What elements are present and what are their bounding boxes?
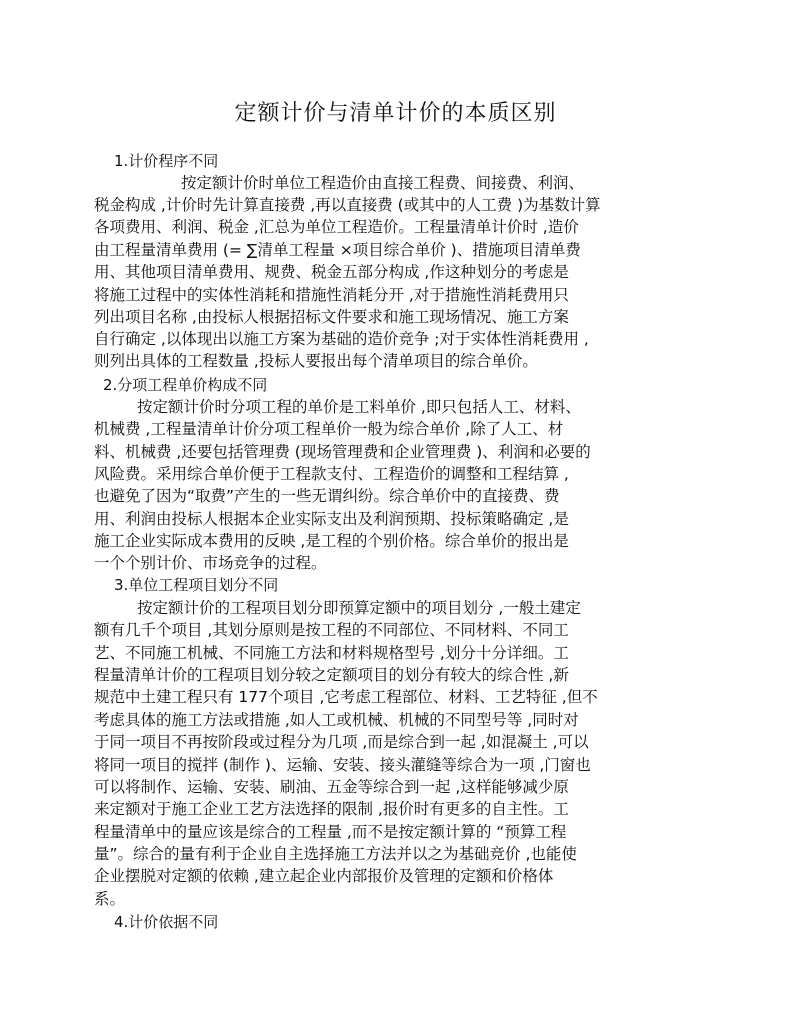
section-3-line-11: 程量清单中的量应该是综合的工程量 ,而不是按定额计算的 “预算工程 bbox=[94, 823, 567, 841]
section-2-line-1: 按定额计价时分项工程的单价是工料单价 ,即只包括人工、材料、 bbox=[137, 398, 581, 416]
section-2-heading: 2.分项工程单价构成不同 bbox=[103, 376, 268, 394]
section-1-line-5: 用、其他项目清单费用、规费、税金五部分构成 ,作这种划分的考虑是 bbox=[94, 263, 569, 281]
section-3-line-7: 于同一项目不再按阶段或过程分为几项 ,而是综合到一起 ,如混凝土 ,可以 bbox=[94, 733, 589, 751]
page-title: 定额计价与清单计价的本质区别 bbox=[234, 101, 557, 126]
section-2-line-4: 风险费。采用综合单价便于工程款支付、工程造价的调整和工程结算 , bbox=[94, 465, 569, 483]
section-3-heading: 3.单位工程项目划分不同 bbox=[114, 576, 279, 594]
section-2-line-2: 机械费 ,工程量清单计价分项工程单价一般为综合单价 ,除了人工、材 bbox=[94, 420, 564, 438]
section-1-line-7: 列出项目名称 ,由投标人根据招标文件要求和施工现场情况、施工方案 bbox=[94, 308, 569, 326]
section-3-line-9: 可以将制作、运输、安装、刷油、五金等综合到一起 ,这样能够减少原 bbox=[94, 778, 569, 796]
section-1-line-3: 各项费用、利润、税金 ,汇总为单位工程造价。工程量清单计价时 ,造价 bbox=[94, 218, 579, 236]
section-1-line-8: 自行确定 ,以体现出以施工方案为基础的造价竞争 ;对于实体性消耗费用 , bbox=[94, 330, 589, 348]
section-1-line-2: 税金构成 ,计价时先计算直接费 ,再以直接费 (或其中的人工费 )为基数计算 bbox=[94, 196, 601, 214]
section-3-line-3: 艺、不同施工机械、不同施工方法和材料规格型号 ,划分十分详细。工 bbox=[94, 644, 569, 662]
section-3-line-13: 企业摆脱对定额的依赖 ,建立起企业内部报价及管理的定额和价格体 bbox=[94, 867, 554, 885]
section-2-line-3: 料、机械费 ,还要包括管理费 (现场管理费和企业管理费 )、利润和必要的 bbox=[94, 443, 591, 461]
section-3-line-14: 系。 bbox=[94, 890, 126, 908]
section-2-line-7: 施工企业实际成本费用的反映 ,是工程的个别价格。综合单价的报出是 bbox=[94, 532, 569, 550]
section-1-line-6: 将施工过程中的实体性消耗和措施性消耗分开 ,对于措施性消耗费用只 bbox=[94, 286, 569, 304]
section-3-line-5: 规范中土建工程只有 177个项目 ,它考虑工程部位、材料、工艺特征 ,但不 bbox=[94, 688, 598, 706]
section-3-line-12: 量”。综合的量有利于企业自主选择施工方法并以之为基础竞价 ,也能使 bbox=[94, 845, 577, 863]
section-3-line-1: 按定额计价的工程项目划分即预算定额中的项目划分 ,一般土建定 bbox=[137, 599, 581, 617]
section-1-heading: 1.计价程序不同 bbox=[114, 152, 219, 170]
section-3-line-8: 将同一项目的搅拌 (制作 )、运输、安装、接头灌缝等综合为一项 ,门窗也 bbox=[94, 756, 591, 774]
section-3-line-6: 考虑具体的施工方法或措施 ,如人工或机械、机械的不同型号等 ,同时对 bbox=[94, 711, 579, 729]
section-1-line-1: 按定额计价时单位工程造价由直接工程费、间接费、利润、 bbox=[181, 174, 585, 192]
section-4-heading: 4.计价依据不同 bbox=[114, 913, 219, 931]
section-1-line-4: 由工程量清单费用 (= ∑清单工程量 ×项目综合单价 )、措施项目清单费 bbox=[94, 241, 581, 259]
section-3-line-2: 额有几千个项目 ,其划分原则是按工程的不同部位、不同材料、不同工 bbox=[94, 621, 569, 639]
section-3-line-10: 来定额对于施工企业工艺方法选择的限制 ,报价时有更多的自主性。工 bbox=[94, 800, 569, 818]
section-2-line-6: 用、利润由投标人根据本企业实际支出及利润预期、投标策略确定 ,是 bbox=[94, 510, 569, 528]
section-3-line-4: 程量清单计价的工程项目划分较之定额项目的划分有较大的综合性 ,新 bbox=[94, 666, 569, 684]
section-2-line-8: 一个个别计价、市场竞争的过程。 bbox=[94, 554, 327, 572]
section-1-line-9: 则列出具体的工程数量 ,投标人要报出每个清单项目的综合单价。 bbox=[94, 352, 538, 370]
section-2-line-5: 也避免了因为“取费”产生的一些无谓纠纷。综合单价中的直接费、费 bbox=[94, 487, 560, 505]
